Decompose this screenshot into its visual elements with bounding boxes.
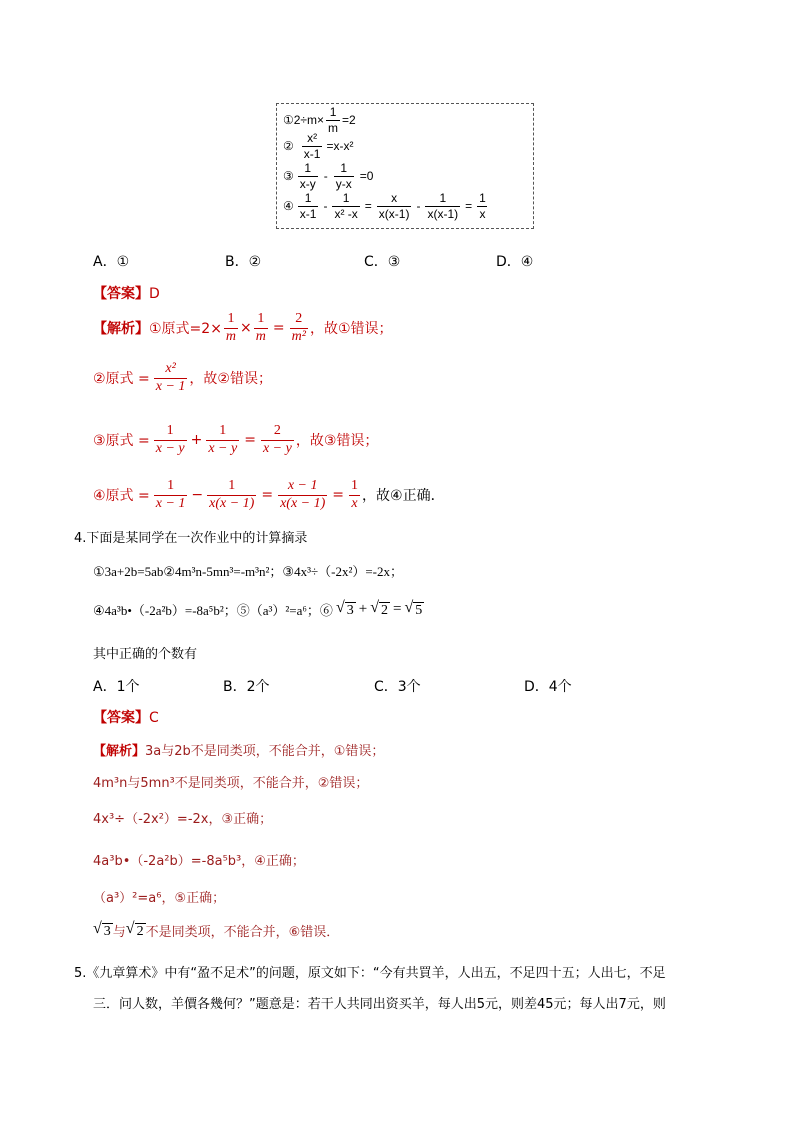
q3-analysis-1 <box>93 312 393 344</box>
answer-tag: 【答案】 <box>93 710 149 726</box>
answer-value: C <box>149 710 159 726</box>
figure-box <box>276 103 534 229</box>
figure-line-4 <box>283 192 490 220</box>
fraction: $\frac{1}{\text{x² -x}}$ <box>334 191 358 221</box>
fraction: $\frac{1}{x - 1}$ <box>155 478 186 511</box>
q4-option-a: A．1个 <box>93 679 140 695</box>
analysis-text: = <box>272 320 285 337</box>
q3-option-a: A．① <box>93 254 130 270</box>
figure-text: ④ <box>283 199 294 214</box>
analysis-text: ，故④正确． <box>362 488 445 505</box>
q3-analysis-4 <box>93 479 445 511</box>
q4-text: ④4a³b•（-2a²b）=-8a⁵b²；⑤（a³）²=a⁶；⑥ <box>93 603 333 618</box>
q3-analysis-2 <box>93 362 272 394</box>
q4-analysis-2: 4m³n与5mn³不是同类项，不能合并，②错误； <box>93 776 369 791</box>
radical-sign: √ <box>125 920 135 938</box>
analysis-text: ②原式 = <box>93 371 150 388</box>
fraction: $\frac{1}{m}$ <box>255 311 266 344</box>
q4-text: + <box>358 601 368 617</box>
q3-answer <box>93 283 160 303</box>
radical-sign: √ <box>404 599 414 617</box>
radical-sign: √ <box>93 920 102 938</box>
fraction: $\frac{2}{x - y}$ <box>262 423 292 456</box>
fraction: $\frac{1}{x}$ <box>479 191 486 221</box>
analysis-text: = <box>261 487 274 504</box>
q3-option-d: D．④ <box>496 254 534 270</box>
fraction: $\frac{\text{x²}}{x-1}$ <box>303 131 321 161</box>
figure-line-1 <box>283 106 356 134</box>
sqrt: √ 5 <box>404 599 423 619</box>
analysis-text: − <box>191 487 204 504</box>
figure-text: = <box>364 199 372 214</box>
analysis-tag: 【解析】 <box>93 744 146 759</box>
q4-line-1: ①3a+2b=5ab②4m³n-5mn³=-m³n²；③4x³÷（-2x²）=-2x； <box>93 564 404 579</box>
q3-analysis-3 <box>93 424 378 456</box>
fraction: $\frac{1}{x}$ <box>351 478 359 511</box>
q4-stem: 4.下面是某同学在一次作业中的计算摘录 <box>74 531 308 546</box>
q4-question: 其中正确的个数有 <box>93 647 198 662</box>
q3-option-c: C．③ <box>364 254 401 270</box>
figure-line-3 <box>283 162 373 190</box>
fraction: $\frac{1}{x - y}$ <box>208 423 238 456</box>
q4-analysis-1 <box>93 740 384 759</box>
q4-option-c: C．3个 <box>374 679 421 695</box>
fraction: $\frac{x}{x(x-1)}$ <box>378 191 410 221</box>
q4-line-2 <box>93 600 424 619</box>
q4-analysis-3: 4x³÷（-2x²）=-2x，③正确； <box>93 812 273 827</box>
analysis-text: 不是同类项，不能合并，⑥错误． <box>145 925 340 940</box>
q5-line-1: 5.《九章算术》中有“盈不足术”的问题，原文如下：“今有共買羊，人出五，不足四十五；人出七，不足 <box>74 966 666 981</box>
figure-text: ③ <box>283 169 294 184</box>
fraction: $\frac{1}{x(x-1)}$ <box>427 191 459 221</box>
fraction: $\frac{\text{x²}}{x - 1}$ <box>155 361 186 394</box>
analysis-text: ④原式 = <box>93 488 150 505</box>
q4-analysis-4: 4a³b•（-2a²b）=-8a⁵b³，④正确； <box>93 854 305 869</box>
analysis-text: × <box>240 320 252 337</box>
fraction: $\frac{1}{x - y}$ <box>155 423 185 456</box>
analysis-text: ，故②错误； <box>189 371 272 388</box>
fraction: $\frac{1}{m}$ <box>225 311 237 344</box>
sqrt: √ 2 <box>125 920 144 940</box>
radical-sign: √ <box>370 599 379 617</box>
q4-option-d: D．4个 <box>524 679 572 695</box>
figure-text: = <box>465 199 473 214</box>
fraction: $\frac{1}{m}$ <box>328 105 339 135</box>
fraction: $\frac{1}{x-y}$ <box>299 161 316 191</box>
fraction: $\frac{1}{x(x - 1)}$ <box>209 478 255 511</box>
figure-text: - <box>323 169 328 184</box>
sqrt: √ 3 <box>93 920 111 940</box>
analysis-text: ，故①错误； <box>309 321 393 338</box>
figure-line-2 <box>283 132 353 160</box>
figure-text: - <box>416 199 421 214</box>
analysis-text: 3a与2b不是同类项，不能合并，①错误； <box>145 744 385 759</box>
figure-text: ①2÷m× <box>283 113 325 128</box>
figure-text: =0 <box>359 169 374 184</box>
figure-text: =2 <box>342 113 356 128</box>
q4-analysis-6 <box>93 921 339 940</box>
analysis-text: ，故③错误； <box>295 433 379 450</box>
analysis-text: ①原式=2× <box>149 321 222 338</box>
answer-value: D <box>149 286 160 302</box>
analysis-text: = <box>332 487 345 504</box>
fraction: $\frac{1}{y-x}$ <box>335 161 352 191</box>
figure-text: =x-x² <box>326 139 354 154</box>
radical-sign: √ <box>335 599 345 617</box>
sqrt: √ 2 <box>370 599 388 619</box>
q4-analysis-5: （a³）²=a⁶，⑤正确； <box>93 891 226 906</box>
figure-text: ② <box>283 139 294 154</box>
q4-answer <box>93 707 159 727</box>
answer-tag: 【答案】 <box>93 286 149 302</box>
fraction: $\frac{2}{\text{m²}}$ <box>291 311 306 344</box>
q5-line-2: 三．问人数，羊價各幾何？”题意是：若干人共同出资买羊，每人出5元，则差45元；每人出7元，则 <box>93 997 666 1012</box>
analysis-text: 与 <box>112 925 126 940</box>
analysis-text: ③原式 = <box>93 433 150 450</box>
figure-text: - <box>323 199 328 214</box>
analysis-text: = <box>244 432 256 449</box>
fraction: $\frac{1}{x-1}$ <box>299 191 317 221</box>
fraction: $\frac{x - 1}{x(x - 1)}$ <box>280 478 326 511</box>
q4-text: = <box>392 601 402 617</box>
analysis-tag: 【解析】 <box>93 321 149 338</box>
q3-option-b: B．② <box>225 254 262 270</box>
sqrt: √ 3 <box>335 599 354 619</box>
q4-option-b: B．2个 <box>223 679 270 695</box>
analysis-text: + <box>190 432 203 449</box>
